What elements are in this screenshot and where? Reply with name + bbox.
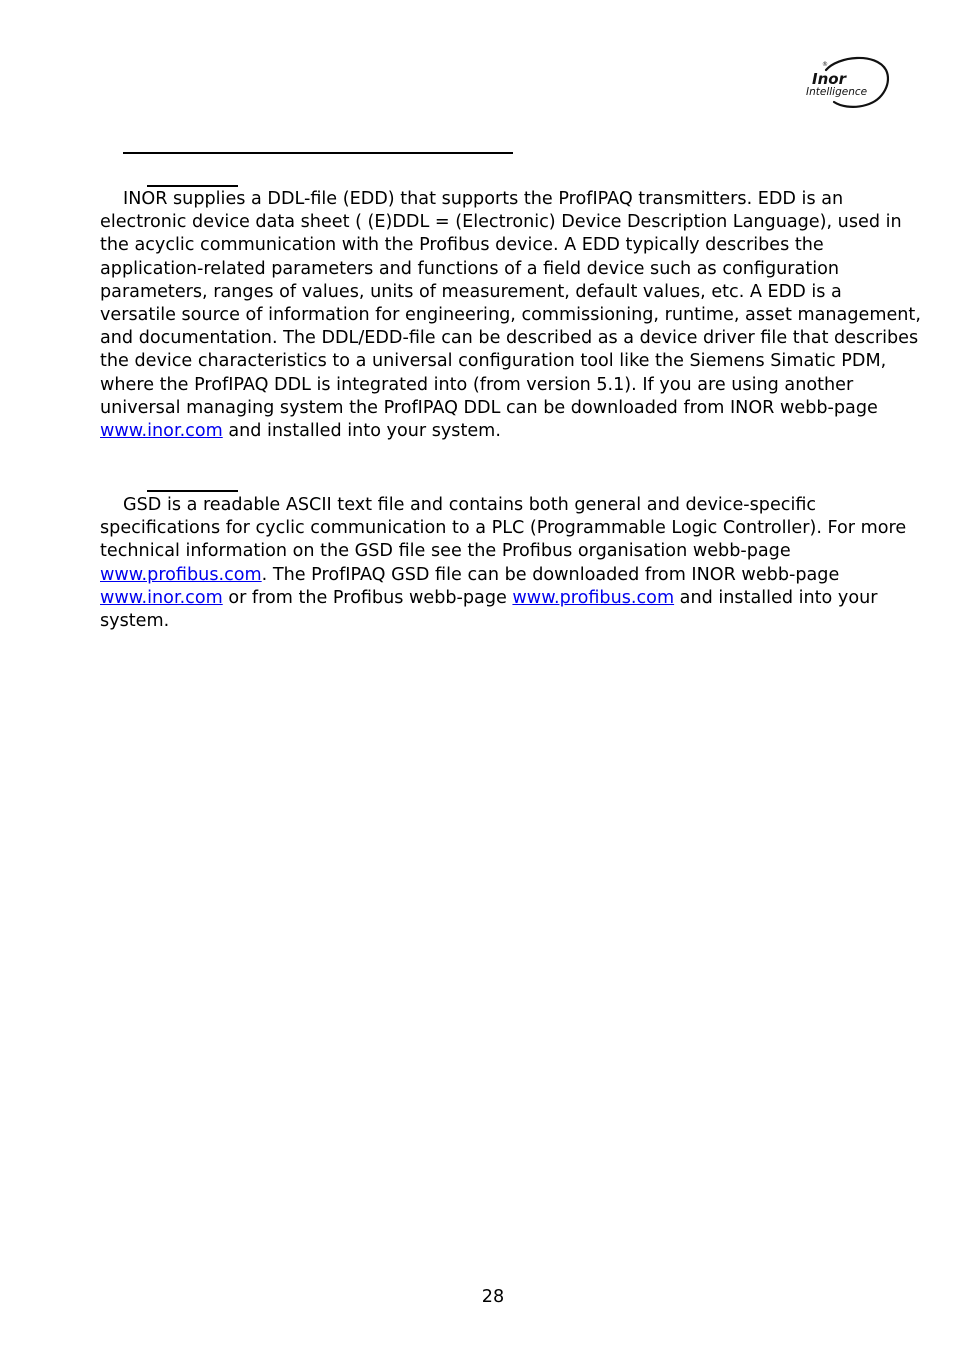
profibus-website-link[interactable]: www.profibus.com xyxy=(100,564,262,585)
logo-tagline: Intelligence xyxy=(806,86,868,98)
page-number: 28 xyxy=(481,1287,505,1307)
profibus-website-link[interactable]: www.profibus.com xyxy=(512,587,675,608)
gsd-line-5 xyxy=(100,587,890,610)
gsd-line: GSD is a readable ASCII text file and contains both general and device-specific xyxy=(123,495,817,515)
gsd-line: technical information on the GSD file see the Profibus organisation webb-page xyxy=(100,541,791,562)
edd-line: where the ProfIPAQ DDL is integrated into (from version 5.1). If you are using another xyxy=(100,374,854,395)
edd-paragraph xyxy=(100,188,921,443)
gsd-line-6: system. xyxy=(100,611,170,632)
logo-brand: Inor xyxy=(812,70,846,88)
edd-last-line-text: and installed into your system. xyxy=(222,421,501,442)
gsd-line-5-text: and installed into your xyxy=(674,587,878,608)
section-heading-rule xyxy=(123,152,513,154)
edd-line: the acyclic communication with the Profibus device. A EDD typically describes the xyxy=(100,235,824,256)
edd-line: INOR supplies a DDL-file (EDD) that supports the ProfIPAQ transmitters. EDD is an xyxy=(123,189,844,209)
gsd-line-4 xyxy=(100,564,890,587)
inor-website-link[interactable]: www.inor.com xyxy=(100,587,223,608)
gsd-line-4-text: . The ProfIPAQ GSD file can be downloaded from INOR webb-page xyxy=(261,564,840,585)
edd-line: application-related parameters and functions of a field device such as configuration xyxy=(100,258,840,279)
edd-line: parameters, ranges of values, units of measurement, default values, etc. A EDD is a xyxy=(100,281,842,302)
edd-last-line xyxy=(100,420,890,443)
gsd-subheading-rule xyxy=(147,490,238,492)
gsd-line: specifications for cyclic communication to a PLC (Programmable Logic Controller). For more xyxy=(100,518,907,539)
gsd-line-5-middle: or from the Profibus webb-page xyxy=(222,587,513,608)
edd-line: universal managing system the ProfIPAQ DDL can be downloaded from INOR webb-page xyxy=(100,397,878,418)
edd-line: the device characteristics to a universal configuration tool like the Siemens Simatic PDM, xyxy=(100,351,887,372)
edd-line: and documentation. The DDL/EDD-file can be described as a device driver file that describes xyxy=(100,328,919,349)
inor-website-link[interactable]: www.inor.com xyxy=(100,421,223,442)
inor-logo-mark xyxy=(804,54,890,110)
logo-registered: ® xyxy=(822,61,828,68)
inor-logo xyxy=(804,54,890,110)
edd-line: versatile source of information for engineering, commissioning, runtime, asset management, xyxy=(100,305,921,326)
edd-subheading-rule xyxy=(147,185,238,187)
gsd-paragraph xyxy=(100,494,907,633)
edd-line: electronic device data sheet ( (E)DDL = (Electronic) Device Description Language), used in xyxy=(100,212,902,233)
